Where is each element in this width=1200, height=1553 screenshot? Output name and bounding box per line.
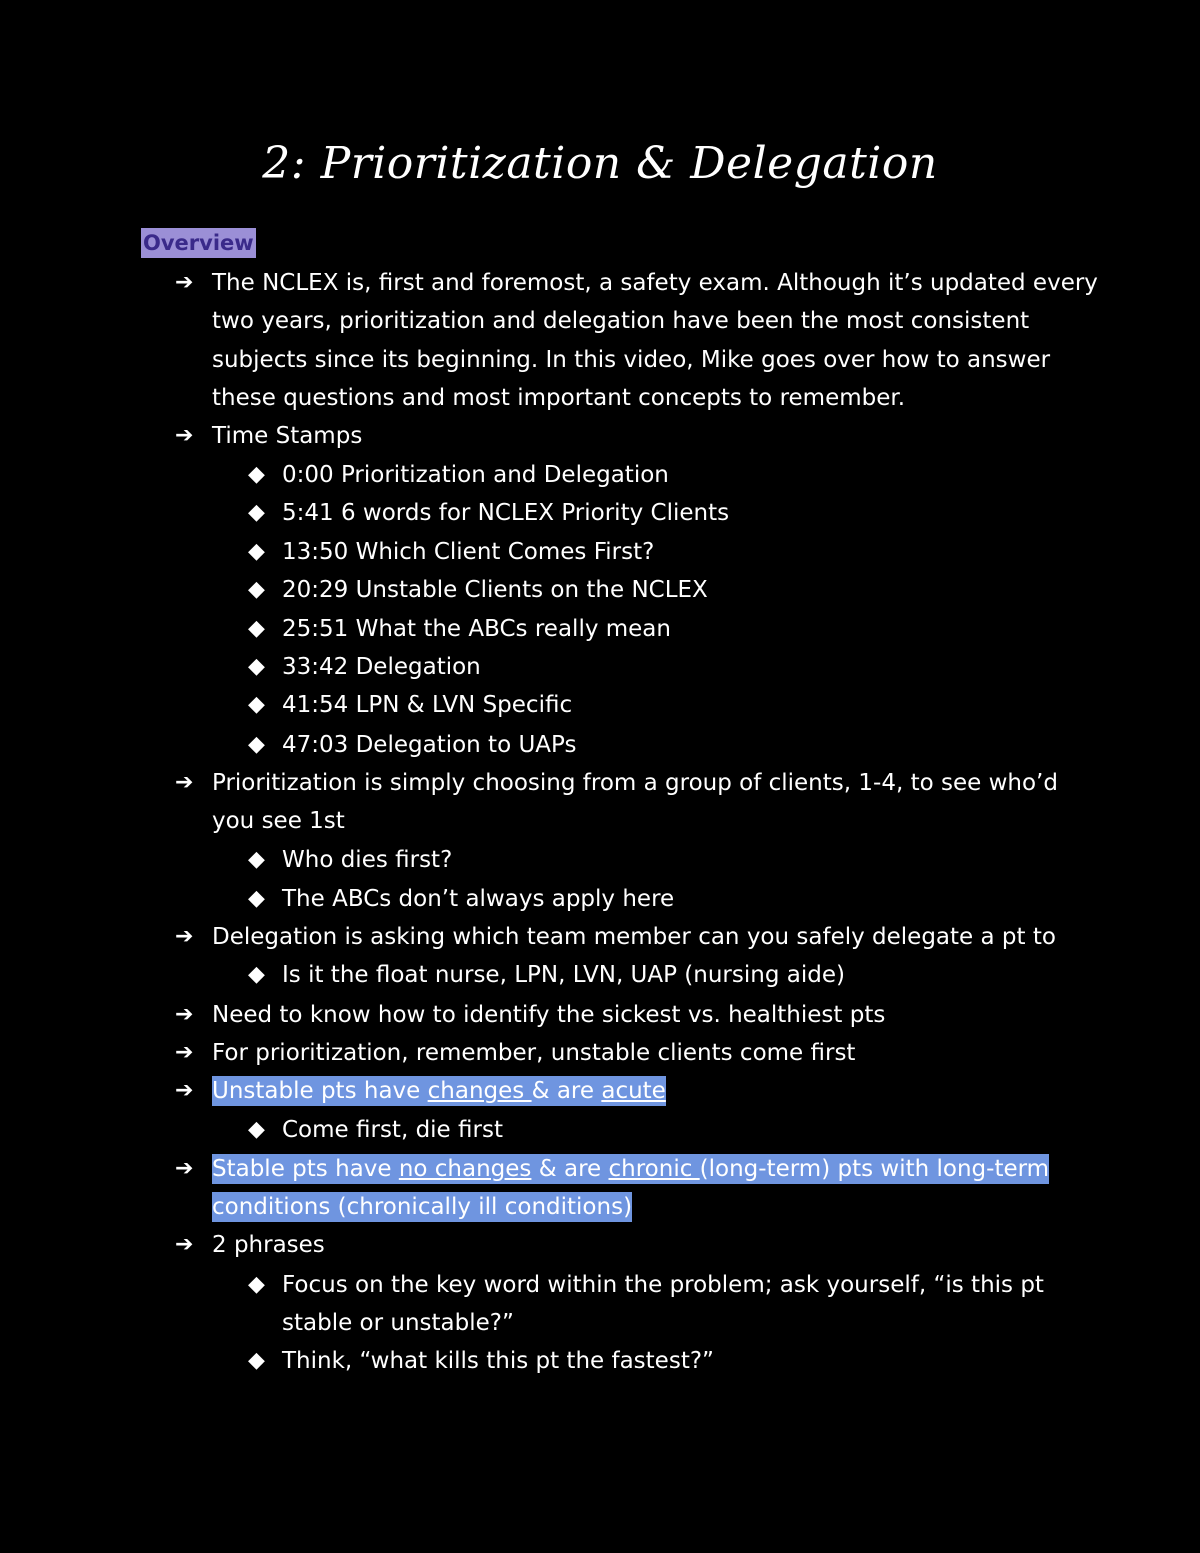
stable-text-c: & are bbox=[531, 1156, 609, 1182]
right-arrow-icon: ➔ bbox=[175, 1078, 194, 1103]
diamond-bullet-icon: ◆ bbox=[248, 654, 265, 679]
diamond-bullet-icon: ◆ bbox=[248, 692, 265, 717]
timestamp-item: 25:51 What the ABCs really mean bbox=[282, 616, 671, 642]
diamond-bullet-icon: ◆ bbox=[248, 1117, 265, 1142]
diamond-bullet-icon: ◆ bbox=[248, 1348, 265, 1373]
diamond-bullet-icon: ◆ bbox=[248, 847, 265, 872]
prioritization-sub-2: The ABCs don’t always apply here bbox=[282, 886, 675, 912]
diamond-bullet-icon: ◆ bbox=[248, 577, 265, 602]
phrase-2: Think, “what kills this pt the fastest?” bbox=[282, 1348, 714, 1374]
delegation-line: Delegation is asking which team member can you safely delegate a pt to bbox=[212, 924, 1056, 950]
diamond-bullet-icon: ◆ bbox=[248, 616, 265, 641]
diamond-bullet-icon: ◆ bbox=[248, 500, 265, 525]
stable-text-d: chronic bbox=[608, 1156, 700, 1182]
phrase-1-line-2: stable or unstable?” bbox=[282, 1310, 514, 1336]
stable-text-a: Stable pts have bbox=[212, 1156, 399, 1182]
diamond-bullet-icon: ◆ bbox=[248, 886, 265, 911]
phrase-1-line-1: Focus on the key word within the problem; ask yourself, “is this pt bbox=[282, 1272, 1044, 1298]
right-arrow-icon: ➔ bbox=[175, 1040, 194, 1065]
prioritization-sub-1: Who dies first? bbox=[282, 847, 453, 873]
overview-heading: Overview bbox=[141, 228, 256, 258]
stable-text-e: (long-term) pts with long-term bbox=[699, 1156, 1050, 1182]
need-to-know-line: Need to know how to identify the sickest vs. healthiest pts bbox=[212, 1002, 886, 1028]
timestamp-item: 20:29 Unstable Clients on the NCLEX bbox=[282, 577, 708, 603]
for-prioritization-line: For prioritization, remember, unstable clients come first bbox=[212, 1040, 856, 1066]
phrases-label: 2 phrases bbox=[212, 1232, 325, 1258]
right-arrow-icon: ➔ bbox=[175, 423, 194, 448]
right-arrow-icon: ➔ bbox=[175, 270, 194, 295]
stable-line-1 bbox=[212, 1154, 1049, 1184]
intro-line-4: these questions and most important concepts to remember. bbox=[212, 385, 906, 411]
timestamp-item: 33:42 Delegation bbox=[282, 654, 481, 680]
unstable-text-d: acute bbox=[601, 1078, 666, 1104]
timestamps-label: Time Stamps bbox=[212, 423, 363, 449]
timestamp-item: 41:54 LPN & LVN Specific bbox=[282, 692, 573, 718]
right-arrow-icon: ➔ bbox=[175, 1156, 194, 1181]
intro-line-1: The NCLEX is, first and foremost, a safety exam. Although it’s updated every bbox=[212, 270, 1098, 296]
unstable-text-c: & are bbox=[531, 1078, 602, 1104]
right-arrow-icon: ➔ bbox=[175, 924, 194, 949]
diamond-bullet-icon: ◆ bbox=[248, 1272, 265, 1297]
right-arrow-icon: ➔ bbox=[175, 1002, 194, 1027]
unstable-text-a: Unstable pts have bbox=[212, 1078, 428, 1104]
timestamp-item: 47:03 Delegation to UAPs bbox=[282, 732, 577, 758]
unstable-line bbox=[212, 1076, 666, 1106]
timestamp-item: 5:41 6 words for NCLEX Priority Clients bbox=[282, 500, 730, 526]
diamond-bullet-icon: ◆ bbox=[248, 732, 265, 757]
diamond-bullet-icon: ◆ bbox=[248, 539, 265, 564]
unstable-sub: Come first, die first bbox=[282, 1117, 503, 1143]
timestamp-item: 0:00 Prioritization and Delegation bbox=[282, 462, 669, 488]
page-title: 2: Prioritization & Delegation bbox=[262, 138, 938, 189]
stable-line-2: conditions (chronically ill conditions) bbox=[212, 1194, 633, 1220]
delegation-sub: Is it the float nurse, LPN, LVN, UAP (nursing aide) bbox=[282, 962, 845, 988]
prioritization-line-2: you see 1st bbox=[212, 808, 345, 834]
unstable-text-b: changes bbox=[427, 1078, 532, 1104]
intro-line-2: two years, prioritization and delegation have been the most consistent bbox=[212, 308, 1030, 334]
right-arrow-icon: ➔ bbox=[175, 1232, 194, 1257]
intro-line-3: subjects since its beginning. In this video, Mike goes over how to answer bbox=[212, 347, 1051, 373]
stable-text-b: no changes bbox=[398, 1156, 532, 1182]
prioritization-line-1: Prioritization is simply choosing from a group of clients, 1-4, to see who’d bbox=[212, 770, 1058, 796]
diamond-bullet-icon: ◆ bbox=[248, 962, 265, 987]
diamond-bullet-icon: ◆ bbox=[248, 462, 265, 487]
right-arrow-icon: ➔ bbox=[175, 770, 194, 795]
timestamp-item: 13:50 Which Client Comes First? bbox=[282, 539, 655, 565]
